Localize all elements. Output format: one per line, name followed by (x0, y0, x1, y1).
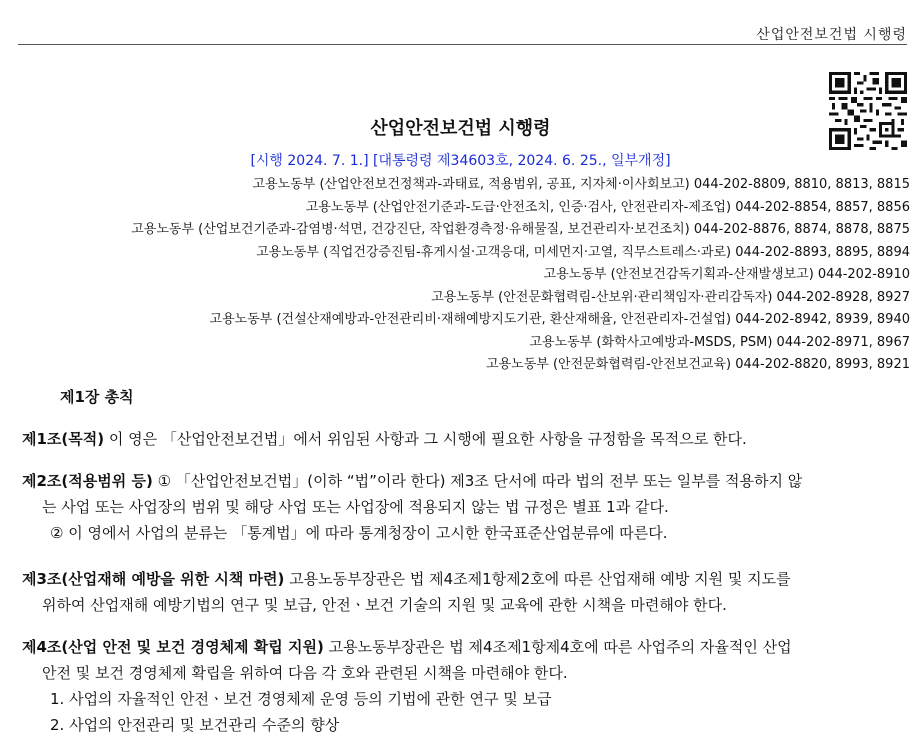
contact-line: 고용노동부 (화학사고예방과-MSDS, PSM) 044-202-8971, 8967 (529, 334, 910, 350)
article-heading: 제1조(목적) (22, 430, 105, 448)
document-title: 산업안전보건법 시행령 (370, 118, 551, 139)
article-text: 는 사업 또는 사업장의 범위 및 해당 사업 또는 사업장에 적용되지 않는 법 규정은 별표 1과 같다. (42, 498, 669, 516)
header-divider (18, 44, 907, 45)
contact-line: 고용노동부 (건설산재예방과-안전관리비·재해예방지도기관, 환산재해율, 안전관리자-건설업) 044-202-8942, 8939, 8940 (209, 312, 910, 327)
contact-line: 고용노동부 (산업보건기준과-감염병·석면, 건강진단, 작업환경측정·유해물질, 보건관리자·보건조치) 044-202-8876, 8874, 8878, 8875 (131, 222, 910, 237)
enforcement-info: [시행 2024. 7. 1.] [대통령령 제34603호, 2024. 6. 25., 일부개정] (250, 153, 671, 169)
article-text: 이 영은 「산업안전보건법」에서 위임된 사항과 그 시행에 필요한 사항을 규정함을 목적으로 한다. (104, 430, 747, 448)
contact-line: 고용노동부 (산업안전기준과-도급·안전조치, 인증·검사, 안전관리자-제조업) 044-202-8854, 8857, 8856 (305, 199, 910, 215)
header-law-name: 산업안전보건법 시행령 (756, 27, 907, 43)
article-text: 고용노동부장관은 법 제4조제1항제2호에 따른 산업재해 예방 지원 및 지도를 (284, 570, 791, 588)
contact-line: 고용노동부 (안전문화협력림-산보위·관리책임자·관리감독자) 044-202-8928, 8927 (431, 289, 910, 305)
article-heading: 제4조(산업 안전 및 보건 경영체제 확립 지원) (22, 638, 324, 656)
article-paragraph: ② 이 영에서 사업의 분류는 「통계법」에 따라 통계청장이 고시한 한국표준산업분류에 따른다. (50, 524, 668, 542)
article-4 (22, 634, 902, 738)
chapter-heading: 제1장 총칙 (60, 388, 134, 406)
article-1 (22, 426, 902, 452)
article-text: 고용노동부장관은 법 제4조제1항제4호에 따른 사업주의 자율적인 산업 (323, 638, 792, 656)
article-text: 안전 및 보건 경영체제 확립을 위하여 다음 각 호와 관련된 시책을 마련해야 한다. (42, 664, 568, 682)
article-3 (22, 566, 902, 618)
article-heading: 제2조(적용범위 등) (22, 472, 153, 490)
contact-line: 고용노동부 (안전문화협력림-안전보건교육) 044-202-8820, 8993, 8921 (486, 357, 910, 372)
article-2 (22, 468, 902, 546)
article-heading: 제3조(산업재해 예방을 위한 시책 마련) (22, 570, 285, 588)
list-item: 1. 사업의 자율적인 안전ㆍ보건 경영체제 운영 등의 기법에 관한 연구 및 보급 (50, 690, 552, 708)
article-text: ① 「산업안전보건법」(이하 “법”이라 한다) 제3조 단서에 따라 법의 전부 또는 일부를 적용하지 않 (152, 472, 803, 490)
contact-list (131, 174, 910, 377)
contact-line: 고용노동부 (안전보건감독기획과-산재발생보고) 044-202-8910 (543, 267, 910, 282)
article-text: 위하여 산업재해 예방기법의 연구 및 보급, 안전ㆍ보건 기술의 지원 및 교육에 관한 시책을 마련해야 한다. (42, 596, 727, 614)
contact-line: 고용노동부 (산업안전보건정책과-과태료, 적용범위, 공표, 지자체·이사회보고) 044-202-8809, 8810, 8813, 8815 (252, 177, 910, 192)
contact-line: 고용노동부 (직업건강증진팀-휴게시설·고객응대, 미세먼지·고열, 직무스트레스·과로) 044-202-8893, 8895, 8894 (256, 244, 910, 260)
list-item: 2. 사업의 안전관리 및 보건관리 수준의 향상 (50, 716, 340, 734)
